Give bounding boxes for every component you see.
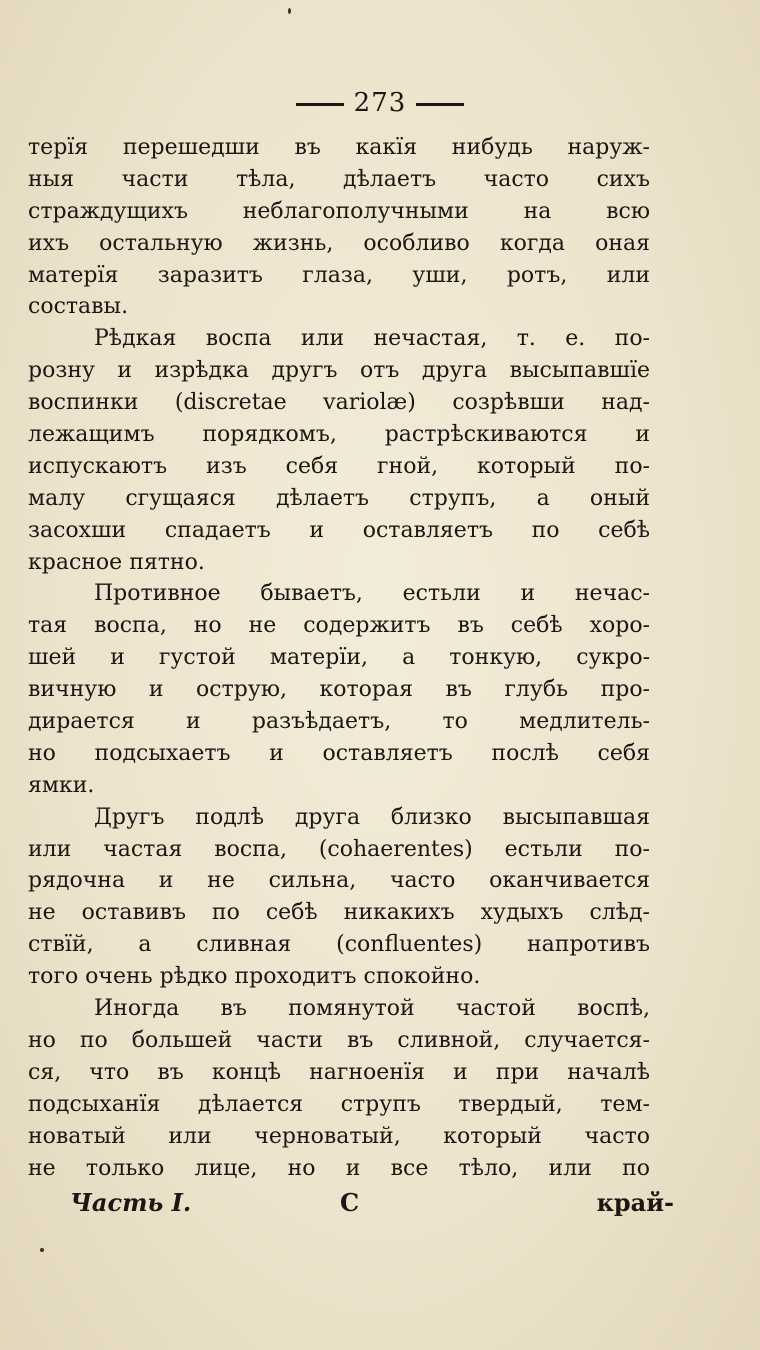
text-line: малу сгущаяся дѣлаетъ струпъ, а оный: [28, 485, 650, 511]
text-line: подсыханїя дѣлается струпъ твердый, тем-: [28, 1091, 650, 1117]
text-line: новатый или черноватый, который часто: [28, 1123, 650, 1149]
page-header: [0, 88, 760, 118]
text-line: матерїя заразитъ глаза, уши, ротъ, или: [28, 262, 650, 288]
header-dash-left: [296, 103, 344, 106]
page-number: 273: [353, 88, 407, 118]
text-line: ямки.: [28, 772, 95, 798]
header-dash-right: [416, 103, 464, 106]
text-line: страждущихъ неблагополучными на всю: [28, 198, 650, 224]
catchword: край-: [596, 1188, 674, 1217]
body-text: [28, 132, 650, 1184]
ink-speck: [40, 1248, 44, 1252]
text-line: лежащимъ порядкомъ, растрѣскиваются и: [28, 422, 650, 448]
signature-part: Часть I.: [70, 1188, 192, 1217]
text-line: шей и густой матерїи, а тонкую, сукро-: [28, 645, 650, 671]
text-line: дирается и разъѣдаетъ, то медлитель-: [28, 709, 650, 735]
text-line: рядочна и не сильна, часто оканчивается: [28, 868, 650, 894]
text-line: испускаютъ изъ себя гной, который по-: [28, 453, 650, 479]
text-line: воспинки (discretae variolæ) созрѣвши над-: [28, 390, 650, 416]
text-line: вичную и острую, которая въ глубь про-: [28, 677, 650, 703]
page-footer: [70, 1188, 674, 1224]
text-line: розну и изрѣдка другъ отъ друга высыпавшїе: [28, 358, 650, 384]
text-line: красное пятно.: [28, 549, 205, 575]
text-line: Другъ подлѣ друга близко высыпавшая: [94, 804, 650, 830]
text-line: не оставивъ по себѣ никакихъ худыхъ слѣд-: [28, 900, 650, 926]
text-line: Противное бываетъ, естьли и нечас-: [94, 581, 650, 607]
ink-speck: [288, 8, 291, 14]
text-line: ныя части тѣла, дѣлаетъ часто сихъ: [28, 166, 650, 192]
text-line: Рѣдкая воспа или нечастая, т. е. по-: [94, 326, 650, 352]
text-line: засохши спадаетъ и оставляетъ по себѣ: [28, 517, 650, 543]
text-line: не только лице, но и все тѣло, или по: [28, 1155, 650, 1181]
text-line: но по большей части въ сливной, случается-: [28, 1027, 650, 1053]
text-line: составы.: [28, 294, 129, 320]
text-line: или частая воспа, (cohaerentes) естьли по-: [28, 836, 650, 862]
text-line: но подсыхаетъ и оставляетъ послѣ себя: [28, 740, 650, 766]
text-line: ихъ остальную жизнь, особливо когда оная: [28, 230, 650, 256]
text-line: терїя перешедши въ какїя нибудь наруж-: [28, 135, 650, 160]
text-line: Иногда въ помянутой частой воспѣ,: [94, 996, 650, 1022]
text-line: ся, что въ концѣ нагноенїя и при началѣ: [28, 1059, 650, 1085]
text-line: того очень рѣдко проходитъ спокойно.: [28, 964, 481, 990]
signature-letter: С: [340, 1188, 360, 1217]
text-line: ствїй, а сливная (confluentes) напротивъ: [28, 932, 650, 958]
text-line: тая воспа, но не содержитъ въ себѣ хоро-: [28, 613, 650, 639]
